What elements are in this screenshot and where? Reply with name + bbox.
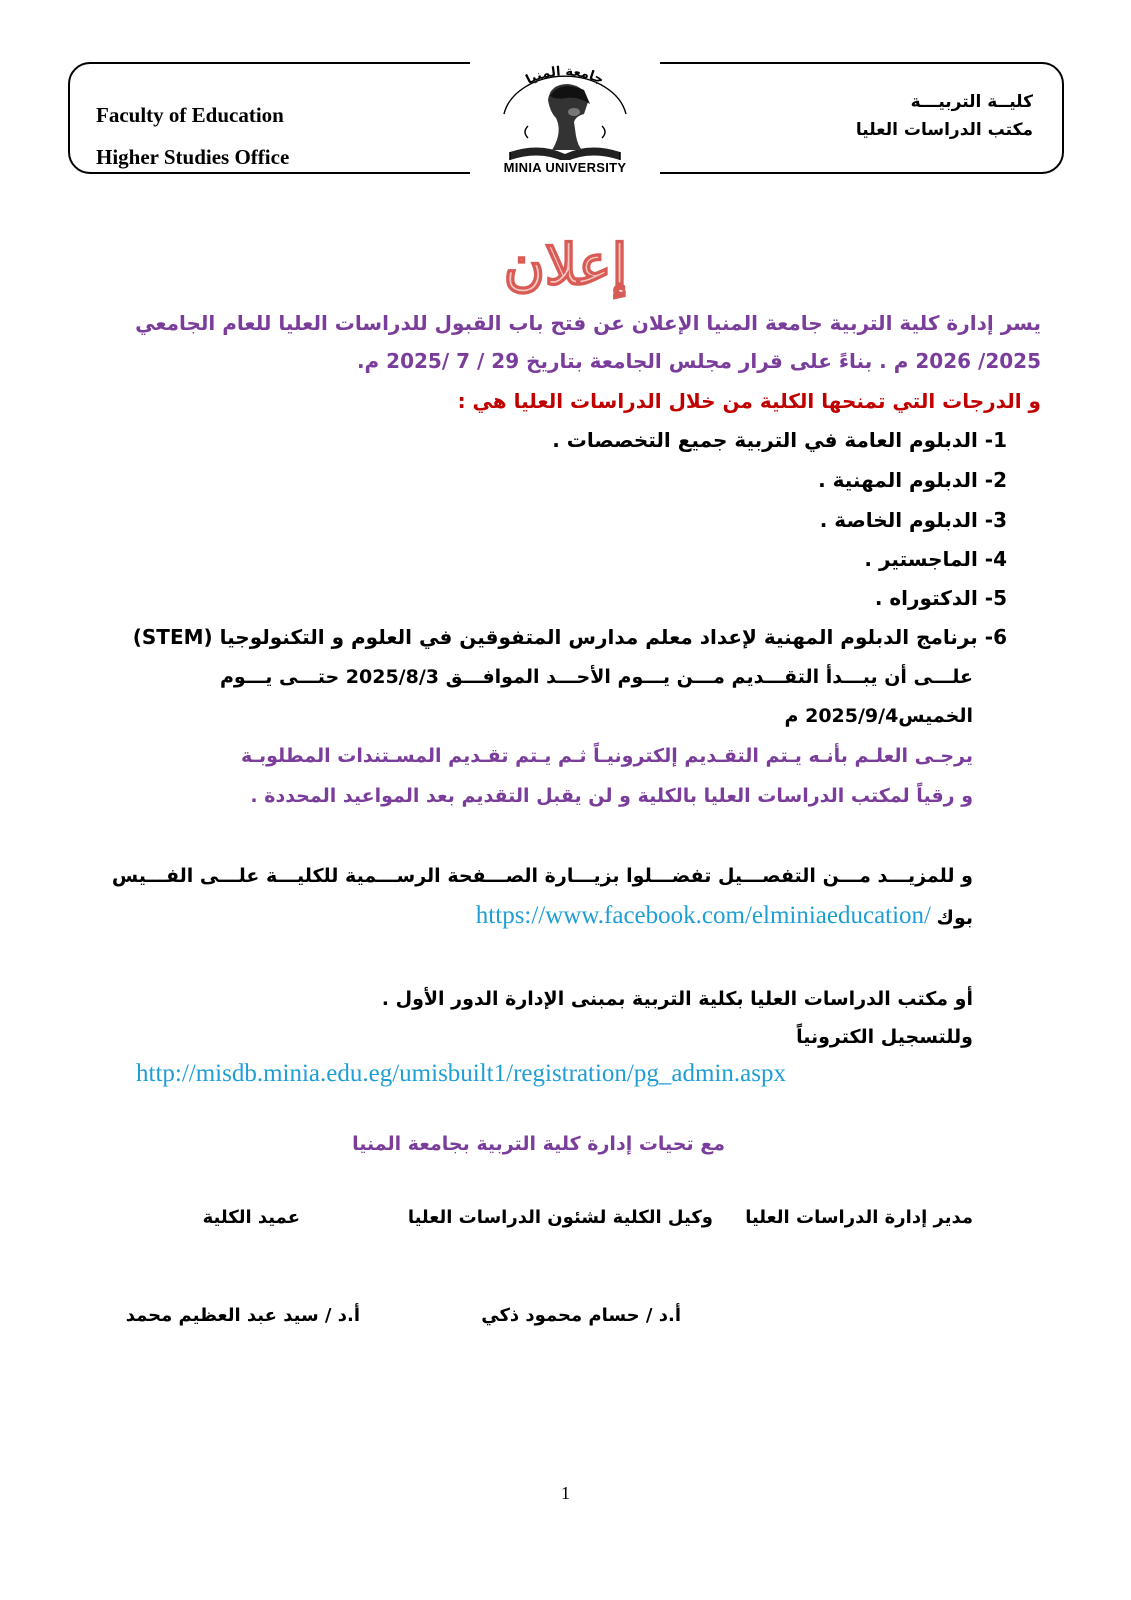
announcement-title-text: إعلان — [503, 232, 628, 298]
application-period-line-1: علـــى أن يبـــدأ التقـــديم مـــن يـــوم الأحـــد الموافـــق 2025/8/3 حتـــى يـــوم — [219, 666, 973, 688]
logo-arc-text: جامعة المنيا — [523, 64, 607, 88]
signature-title-director: مدير إدارة الدراسات العليا — [745, 1207, 973, 1228]
degree-item: 4- الماجستير . — [864, 547, 1007, 571]
office-line-2: وللتسجيل الكترونياً — [796, 1026, 973, 1048]
intro-line-1: يسر إدارة كلية التربية جامعة المنيا الإعلان عن فتح باب القبول للدراسات العليا للعام الجامعي — [135, 311, 1041, 335]
signature-title-dean: عميد الكلية — [202, 1207, 300, 1228]
degree-item: 5- الدكتوراه . — [874, 586, 1007, 610]
page-number: 1 — [561, 1483, 570, 1503]
more-info-facebook-label: بوك — [936, 907, 973, 929]
application-period-line-2: الخميس2025/9/4 م — [784, 705, 973, 727]
degree-item: 3- الدبلوم الخاصة . — [819, 508, 1007, 532]
announcement-title — [0, 232, 1131, 298]
signature-name-vice-dean: أ.د / حسام محمود ذكي — [481, 1305, 681, 1326]
logo-caption: MINIA UNIVERSITY — [492, 160, 638, 175]
signature-name-dean: أ.د / سيد عبد العظيم محمد — [125, 1305, 360, 1326]
degree-item: 6- برنامج الدبلوم المهنية لإعداد معلم مدارس المتفوقين في العلوم و التكنولوجيا (STEM) — [132, 625, 1007, 649]
degrees-heading: و الدرجات التي تمنحها الكلية من خلال الدراسات العليا هي : — [457, 389, 1041, 413]
university-logo — [470, 56, 660, 184]
signature-title-vice-dean: وكيل الكلية لشئون الدراسات العليا — [407, 1207, 713, 1228]
degree-item: 2- الدبلوم المهنية . — [818, 468, 1007, 492]
header-arabic-block — [856, 88, 1033, 144]
more-info-line-1: و للمزيـــد مـــن التفصـــيل تفضـــلوا بزيـــارة الصـــفحة الرســـمية للكليـــة علـــى الفـــيس — [111, 865, 973, 887]
greeting: مع تحيات إدارة كلية التربية بجامعة المنيا — [352, 1133, 725, 1155]
office-name-ar: مكتب الدراسات العليا — [855, 120, 1033, 140]
office-name-en: Higher Studies Office — [96, 145, 290, 169]
facebook-link[interactable]: https://www.facebook.com/elminiaeducation/ — [475, 902, 931, 929]
intro-line-2: 2025/ 2026 م . بناءً على قرار مجلس الجامعة بتاريخ 29 / 7 /2025 م. — [356, 349, 1041, 373]
office-line-1: أو مكتب الدراسات العليا بكلية التربية بمبنى الإدارة الدور الأول . — [381, 988, 973, 1010]
degree-item: 1- الدبلوم العامة في التربية جميع التخصصات . — [552, 428, 1007, 452]
registration-link[interactable]: http://misdb.minia.edu.eg/umisbuilt1/registration/pg_admin.aspx — [136, 1060, 786, 1087]
faculty-name-en: Faculty of Education — [96, 103, 284, 127]
note-line-1: يرجـى العلـم بأنـه يـتم التقـديم إلكترونيـاً ثـم يـتم تقـديم المسـتندات المطلوبـة — [240, 745, 973, 767]
header-english-block — [96, 94, 289, 178]
faculty-name-ar: كليــة التربيـــة — [910, 92, 1033, 112]
note-line-2: و رقياً لمكتب الدراسات العليا بالكلية و لن يقبل التقديم بعد المواعيد المحددة . — [250, 785, 973, 807]
